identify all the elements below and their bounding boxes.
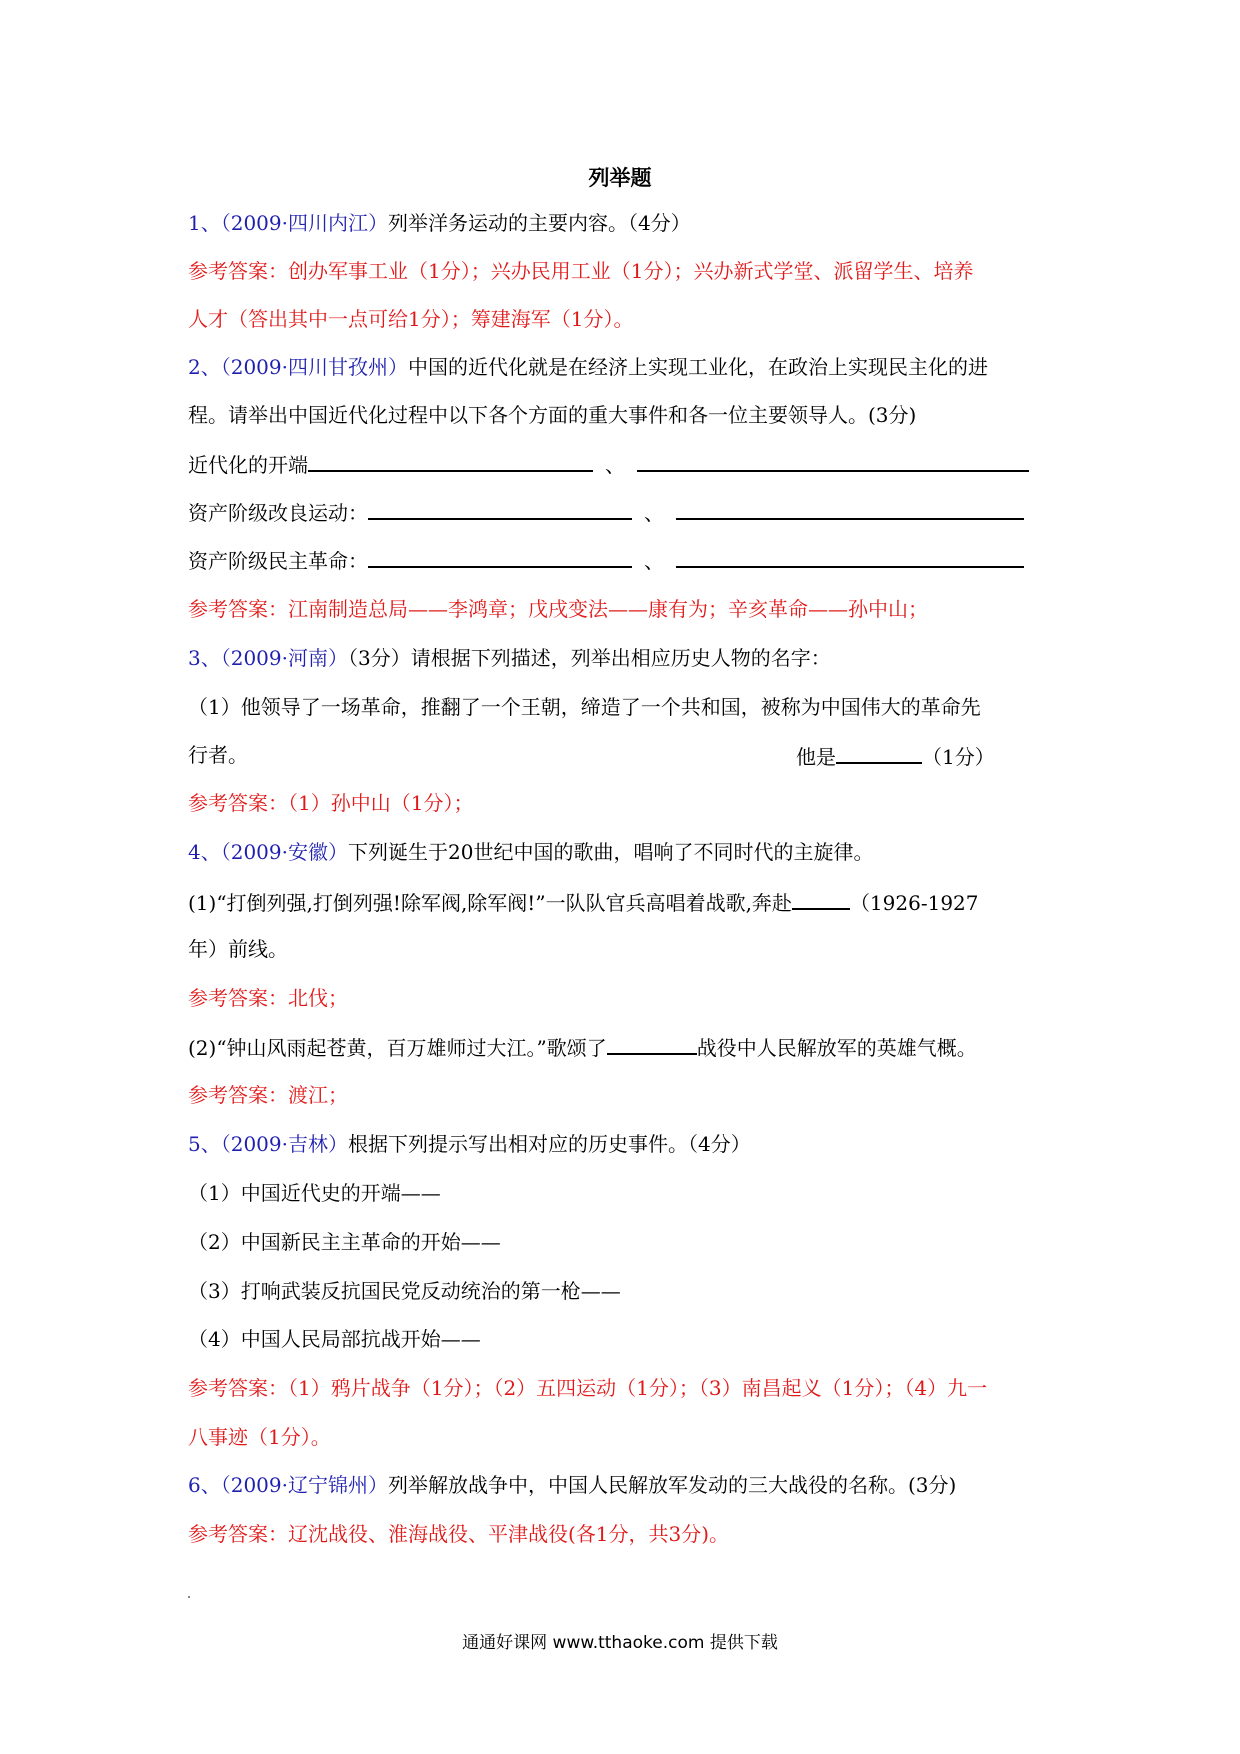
question-text: 列举解放战争中，中国人民解放军发动的三大战役的名称。(3分) (388, 1473, 957, 1497)
answer-blank[interactable] (792, 886, 850, 910)
question-number: 3、 (188, 646, 221, 670)
answer-6: 参考答案：辽沈战役、淮海战役、平津战役(各1分，共3分)。 (188, 1522, 730, 1546)
answer-3: 参考答案：（1）孙中山（1分）； (188, 791, 474, 815)
page-footer: 通通好课网 www.tthaoke.com 提供下载 (462, 1633, 778, 1653)
question-4-part-2 (188, 1031, 977, 1063)
answer-blank[interactable] (836, 740, 922, 764)
question-4-part-1-line-2: 年）前线。 (188, 937, 288, 961)
part-text: 战役中人民解放军的英雄气概。 (696, 1036, 977, 1060)
answer-blank[interactable] (676, 496, 1024, 520)
question-text: （3分）请根据下列描述，列举出相应历史人物的名字： (348, 646, 831, 670)
question-text: 中国的近代化就是在经济上实现工业化，在政治上实现民主化的进 (408, 355, 988, 379)
question-5-item: （1）中国近代史的开端—— (188, 1181, 441, 1205)
scan-speck (188, 1596, 190, 1598)
question-source: （2009·四川甘孜州） (220, 355, 408, 379)
question-3-fill (796, 740, 995, 772)
fill-label: 近代化的开端 (188, 453, 308, 477)
question-text: 下列诞生于20世纪中国的歌曲，唱响了不同时代的主旋律。 (348, 840, 874, 864)
question-4-part-1 (188, 886, 979, 918)
question-source: （2009·安徽） (220, 840, 348, 864)
fill-label: 资产阶级民主革命： (188, 549, 368, 573)
question-5 (188, 1129, 751, 1159)
question-source: （2009·河南） (220, 646, 348, 670)
answer-4-1: 参考答案：北伐； (188, 986, 348, 1010)
part-text: （1926-1927 (849, 891, 979, 915)
question-source: （2009·吉林） (220, 1132, 348, 1156)
question-1 (188, 208, 691, 238)
answer-4-2: 参考答案：渡江； (188, 1083, 348, 1107)
question-5-item: （2）中国新民主主革命的开始—— (188, 1230, 501, 1254)
answer-5-line-2: 八事迹（1分）。 (188, 1425, 331, 1449)
answer-blank[interactable] (368, 544, 632, 568)
page-title: 列举题 (588, 165, 652, 190)
fill-label: 资产阶级改良运动： (188, 501, 368, 525)
answer-blank[interactable] (308, 448, 593, 472)
question-source: （2009·四川内江） (220, 211, 388, 235)
answer-1-line-1: 参考答案：创办军事工业（1分）；兴办民用工业（1分）；兴办新式学堂、派留学生、培养 (188, 259, 974, 283)
answer-blank[interactable] (368, 496, 632, 520)
question-3 (188, 643, 831, 673)
answer-blank[interactable] (676, 544, 1024, 568)
question-number: 6、 (188, 1473, 221, 1497)
answer-5-line-1: 参考答案：（1）鸦片战争（1分）；（2）五四运动（1分）；（3）南昌起义（1分）；（4）九一 (188, 1376, 988, 1400)
fill-row-1 (188, 448, 1029, 480)
separator: 、 (644, 549, 664, 573)
answer-blank[interactable] (607, 1031, 697, 1055)
question-number: 4、 (188, 840, 221, 864)
question-number: 5、 (188, 1132, 221, 1156)
part-text: (1)“打倒列强,打倒列强!除军阀,除军阀!”一队队官兵高唱着战歌,奔赴 (188, 891, 792, 915)
answer-blank[interactable] (637, 448, 1029, 472)
question-text: 根据下列提示写出相对应的历史事件。（4分） (348, 1132, 751, 1156)
part-text: (2)“钟山风雨起苍黄，百万雄师过大江。”歌颂了 (188, 1036, 607, 1060)
separator: 、 (605, 453, 625, 477)
question-number: 1、 (188, 211, 221, 235)
question-2-line-2: 程。请举出中国近代化过程中以下各个方面的重大事件和各一位主要领导人。(3分) (188, 403, 917, 427)
fill-label: 他是 (796, 745, 836, 769)
question-3-part-1: （1）他领导了一场革命，推翻了一个王朝，缔造了一个共和国，被称为中国伟大的革命先 (188, 695, 981, 719)
fill-row-2 (188, 496, 1024, 528)
question-6 (188, 1470, 956, 1500)
question-number: 2、 (188, 355, 221, 379)
fill-row-3 (188, 544, 1024, 576)
question-3-part-1-line-2: 行者。 (188, 743, 248, 767)
question-2 (188, 352, 988, 382)
question-4 (188, 837, 873, 867)
question-text: 列举洋务运动的主要内容。（4分） (388, 211, 691, 235)
question-source: （2009·辽宁锦州） (220, 1473, 388, 1497)
answer-1-line-2: 人才（答出其中一点可给1分）；筹建海军（1分）。 (188, 307, 634, 331)
separator: 、 (644, 501, 664, 525)
question-5-item: （3）打响武装反抗国民党反动统治的第一枪—— (188, 1279, 621, 1303)
score-label: （1分） (922, 745, 995, 769)
answer-2: 参考答案：江南制造总局——李鸿章；戊戌变法——康有为；辛亥革命——孙中山； (188, 597, 928, 621)
question-5-item: （4）中国人民局部抗战开始—— (188, 1327, 481, 1351)
